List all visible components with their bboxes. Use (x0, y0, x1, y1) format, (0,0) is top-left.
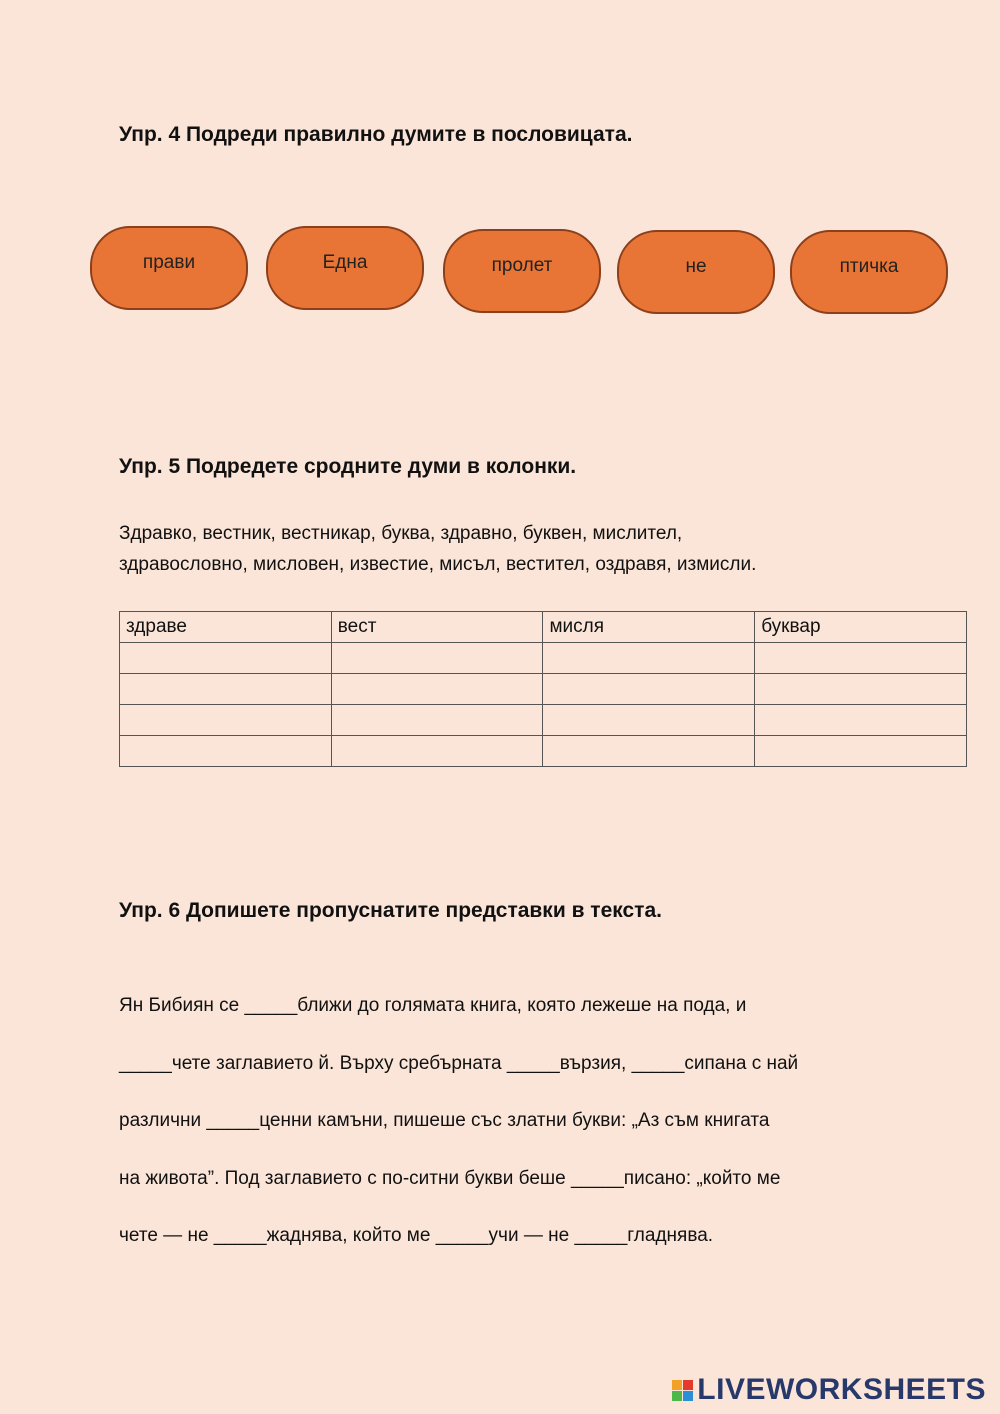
answer-cell[interactable] (755, 674, 967, 705)
table-row (120, 674, 967, 705)
text-line-3: различни _____ценни камъни, пишеше със златни букви: „Аз съм книгата (119, 1110, 770, 1131)
column-header-bukvar: буквар (755, 612, 967, 643)
logo-icon (672, 1380, 693, 1401)
exercise-4-title: Упр. 4 Подреди правилно думите в пословицата. (119, 123, 633, 146)
answer-cell[interactable] (120, 705, 332, 736)
answer-cell[interactable] (755, 736, 967, 767)
answer-cell[interactable] (755, 643, 967, 674)
answer-cell[interactable] (543, 705, 755, 736)
answer-cell[interactable] (120, 736, 332, 767)
word-list-line-2: здравословно, мисловен, известие, мисъл, вестител, оздравя, измисли. (119, 554, 757, 575)
table-row (120, 643, 967, 674)
answer-cell[interactable] (543, 736, 755, 767)
word-card-3[interactable]: пролет (443, 229, 601, 313)
answer-cell[interactable] (331, 674, 543, 705)
exercise-5-title: Упр. 5 Подредете сродните думи в колонки. (119, 455, 577, 478)
word-card-4[interactable]: не (617, 230, 775, 314)
liveworksheets-logo (672, 1373, 986, 1407)
word-card-1[interactable]: прави (90, 226, 248, 310)
column-header-mislya: мисля (543, 612, 755, 643)
text-line-4: на живота”. Под заглавието с по-ситни букви беше _____писано: „който ме (119, 1168, 781, 1189)
text-line-2: _____чете заглавието й. Върху сребърната _____вързия, _____сипана с най (119, 1053, 799, 1074)
answer-cell[interactable] (120, 643, 332, 674)
table-row (120, 705, 967, 736)
column-header-zdrave: здраве (120, 612, 332, 643)
answer-cell[interactable] (331, 705, 543, 736)
text-line-1: Ян Бибиян се _____ближи до голямата книга, която лежеше на пода, и (119, 995, 747, 1016)
answer-cell[interactable] (120, 674, 332, 705)
answer-cell[interactable] (543, 643, 755, 674)
answer-cell[interactable] (331, 643, 543, 674)
answer-cell[interactable] (755, 705, 967, 736)
table-row (120, 736, 967, 767)
logo-text: LIVEWORKSHEETS (697, 1373, 986, 1406)
word-card-2[interactable]: Една (266, 226, 424, 310)
answer-cell[interactable] (331, 736, 543, 767)
text-line-5: чете — не _____жаднява, който ме _____учи — не _____гладнява. (119, 1225, 714, 1246)
exercise-6-title: Упр. 6 Допишете пропуснатите представки в текста. (119, 899, 662, 922)
word-list-line-1: Здравко, вестник, вестникар, буква, здравно, буквен, мислител, (119, 523, 683, 544)
word-list (119, 518, 879, 580)
word-columns-table (119, 611, 967, 767)
column-header-vest: вест (331, 612, 543, 643)
word-card-5[interactable]: птичка (790, 230, 948, 314)
answer-cell[interactable] (543, 674, 755, 705)
table-header-row (120, 612, 967, 643)
